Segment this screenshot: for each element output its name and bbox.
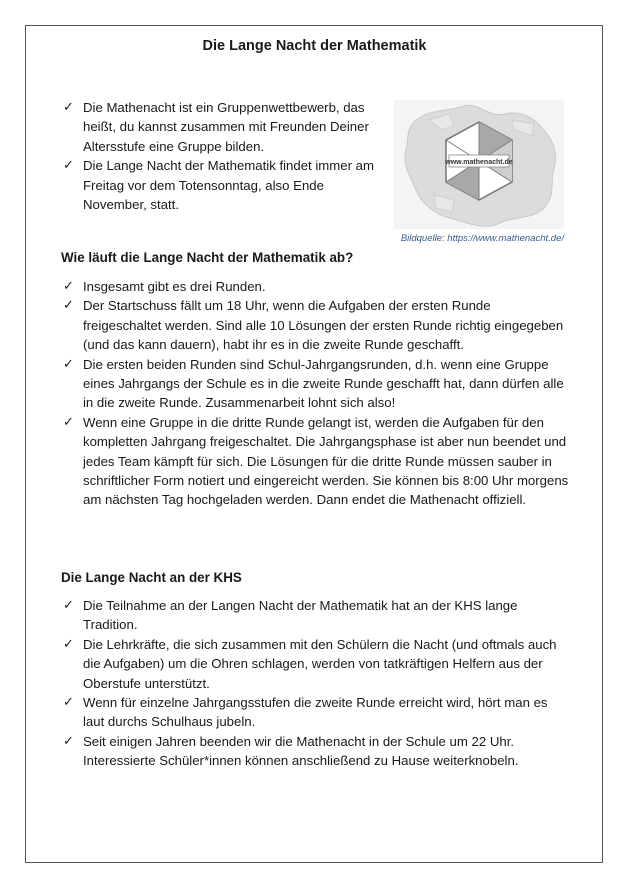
intro-list [61,98,386,214]
checkmark-icon: ✓ [63,356,74,372]
list-item: ✓ Die Lange Nacht der Mathematik findet immer am Freitag vor dem Totensonntag, also Ende November, statt. [63,158,374,213]
list-item: ✓ Die Teilnahme an der Langen Nacht der Mathematik hat an der KHS lange Tradition. [63,598,518,633]
list-item: ✓ Wenn eine Gruppe in die dritte Runde gelangt ist, werden die Aufgaben für den kompletten Jahrgang freigeschaltet. Die Jahrgangsphase ist aber nun beendet und jedes Team kämpft für sich. Die Lösungen für die dritte Runde müssen sauber in schriftlicher Form notiert und eingereicht werden. Sie können bis 8:00 Uhr morgens am nächsten Tag hochgeladen werden. Dann endet die Mathenacht offiziell. [63,414,569,508]
list-item: ✓ Die Mathenacht ist ein Gruppenwettbewerb, das heißt, du kannst zusammen mit Freunden Deiner Altersstufe eine Gruppe bilden. [63,100,369,154]
section-heading: Die Lange Nacht an der KHS [61,570,242,585]
list-item: ✓ Wenn für einzelne Jahrgangsstufen die zweite Runde erreicht wird, hört man es laut durchs Schulhaus jubeln. [63,695,548,730]
section-heading: Wie läuft die Lange Nacht der Mathematik ab? [61,250,354,265]
image-caption: Bildquelle: https://www.mathenacht.de/ [400,233,564,244]
checkmark-icon: ✓ [63,636,74,652]
checkmark-icon: ✓ [63,100,74,115]
list-item: ✓ Insgesamt gibt es drei Runden. [61,277,571,296]
logo-text: www.mathenacht.de [445,159,513,166]
checkmark-icon: ✓ [63,695,74,711]
list-item: ✓ Der Startschuss fällt um 18 Uhr, wenn die Aufgaben der ersten Runde freigeschaltet werden. Sind alle 10 Lösungen der ersten Runde richtig eingegeben (und das kann dauern), habt ihr es in die zweite Runde geschafft. [63,298,564,353]
map-image [394,100,564,229]
checkmark-icon: ✓ [63,279,74,294]
list-item: ✓ Die ersten beiden Runden sind Schul-Jahrgangsrunden, d.h. wenn eine Gruppe eines Jahrgangs der Schule es in die zweite Runde geschafft hat, dann dürfen alle in die zweite Runde. Zusammenarbeit lohnt sich also! [63,356,564,411]
section1-list [61,277,571,510]
checkmark-icon: ✓ [63,158,74,174]
list-item: ✓ Seit einigen Jahren beenden wir die Mathenacht in der Schule um 22 Uhr. Interessierte Schüler*innen können anschließend zu Hause weiterknobeln. [63,733,519,769]
checkmark-icon: ✓ [63,414,74,430]
map-illustration [394,100,564,229]
list-item: ✓ Die Lehrkräfte, die sich zusammen mit den Schülern die Nacht (und oftmals auch die Aufgaben) um die Ohren schlagen, werden von tatkräftigen Helfern aus der Oberstufe unterstützt. [63,636,557,691]
checkmark-icon: ✓ [63,598,74,613]
checkmark-icon: ✓ [63,733,74,749]
page-title: Die Lange Nacht der Mathematik [202,38,427,54]
section2-list [61,596,571,771]
checkmark-icon: ✓ [63,298,74,314]
